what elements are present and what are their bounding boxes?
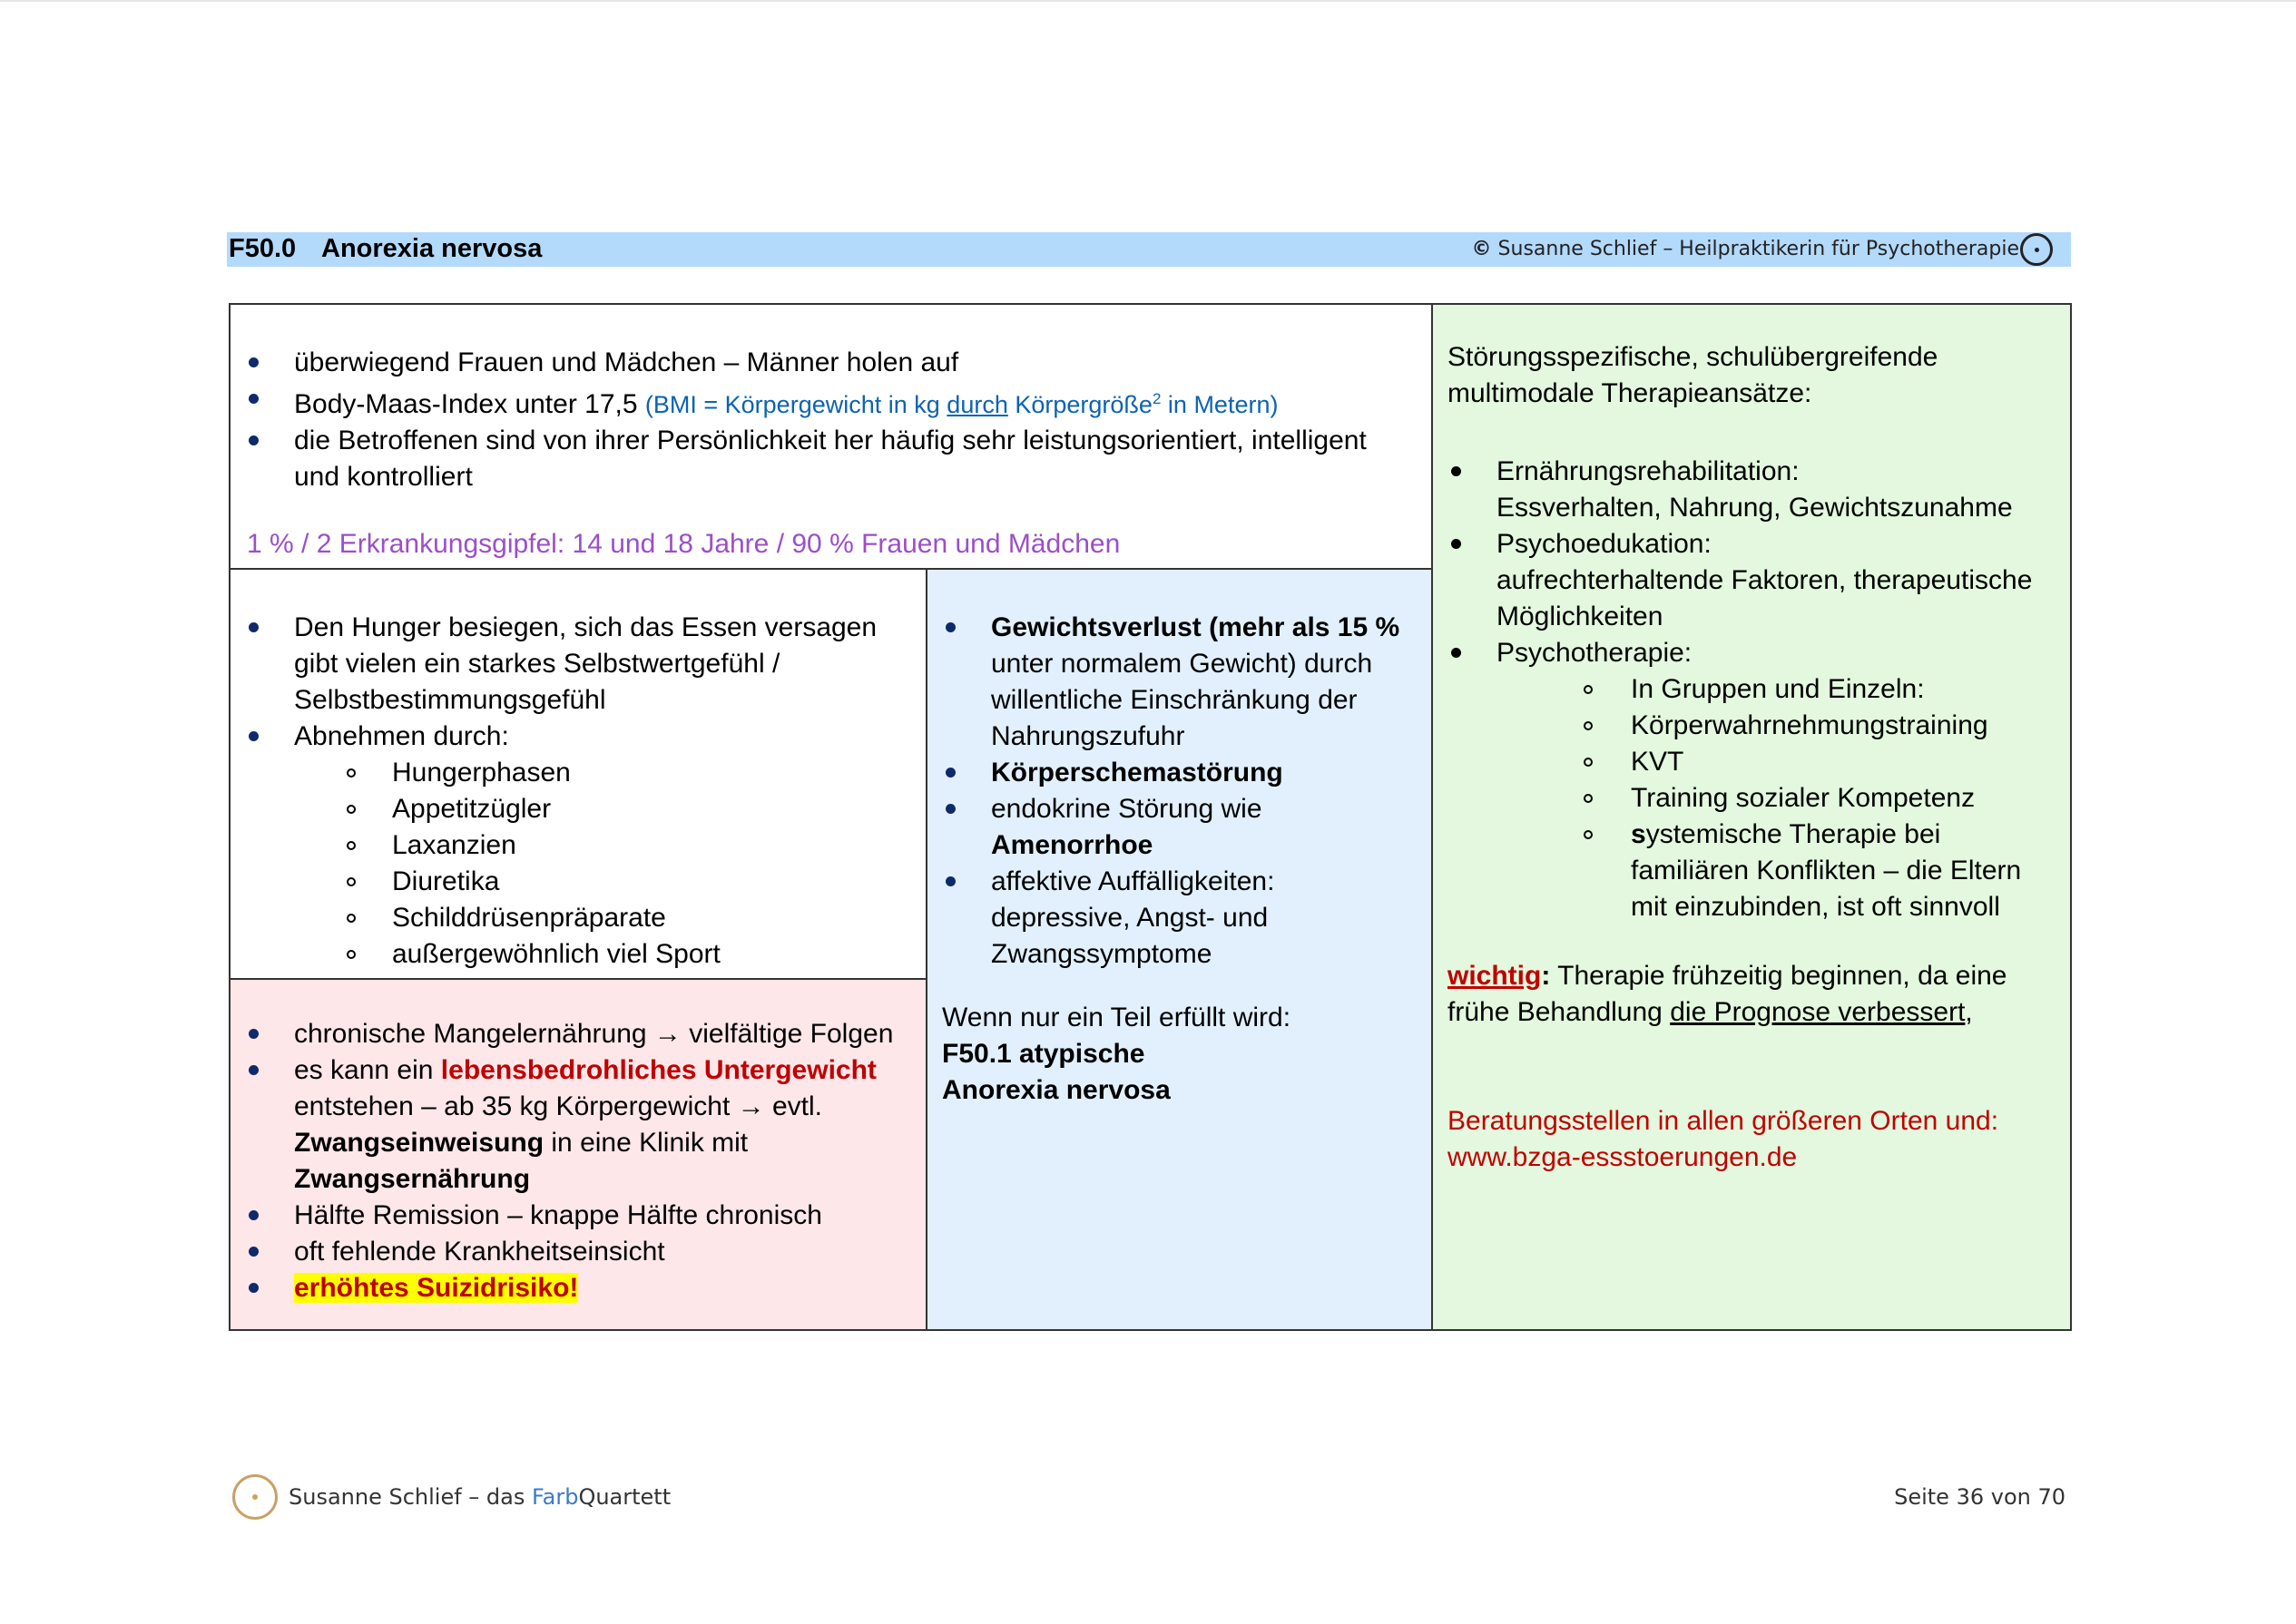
footer-logo-icon bbox=[232, 1474, 278, 1520]
list-item: Hälfte Remission – knappe Hälfte chronisch bbox=[231, 1198, 920, 1234]
atypical-note: Wenn nur ein Teil erfüllt wird: F50.1 atypische Anorexia nervosa bbox=[942, 1003, 1291, 1105]
motivation-cell bbox=[229, 568, 927, 980]
list-item: Körperschemastörung bbox=[927, 755, 1422, 791]
therapy-list bbox=[1433, 454, 2059, 671]
list-item: oft fehlende Krankheitseinsicht bbox=[231, 1234, 920, 1270]
list-item: es kann ein lebensbedrohliches Untergewicht entstehen – ab 35 kg Körpergewicht → evtl. Zwangseinweisung in eine Klinik mit Zwangsernährung bbox=[231, 1052, 920, 1198]
important-label: wichtig bbox=[1447, 961, 1542, 991]
list-item: In Gruppen und Einzeln: bbox=[1433, 671, 2041, 708]
therapy-cell bbox=[1431, 303, 2072, 1331]
header-bar bbox=[227, 232, 2071, 267]
bmi-formula: (BMI = Körpergewicht in kg durch Körpergröße$^2$ in Metern) bbox=[644, 390, 1279, 418]
counseling-info: Beratungsstellen in allen größeren Orten und: www.bzga-essstoerungen.de bbox=[1447, 1106, 1999, 1172]
header-copyright bbox=[1472, 238, 2019, 260]
overview-list bbox=[231, 345, 1410, 495]
weight-loss-methods bbox=[231, 755, 920, 973]
epidemiology-stat: 1 % / 2 Erkrankungsgipfel: 14 und 18 Jahre / 90 % Frauen und Mädchen bbox=[247, 529, 1121, 559]
header-title: Anorexia nervosa bbox=[321, 234, 543, 263]
important-note: wichtig: Therapie frühzeitig beginnen, da eine frühe Behandlung die Prognose verbessert, bbox=[1447, 961, 2007, 1027]
consequences-cell bbox=[229, 978, 927, 1331]
list-item: Schilddrüsenpräparate bbox=[231, 900, 920, 936]
list-item: Training sozialer Kompetenz bbox=[1433, 780, 2041, 817]
copyright-symbol: © bbox=[1471, 238, 1492, 260]
motivation-list bbox=[231, 610, 920, 755]
psychotherapy-forms bbox=[1433, 671, 2059, 925]
list-item: Körperwahrnehmungstraining bbox=[1433, 708, 2041, 744]
list-item: Body-Maas-Index unter 17,5 (BMI = Körpergewicht in kg durch Körpergröße$^2$ in Metern) bbox=[231, 381, 1410, 423]
list-item: endokrine Störung wie Amenorrhoe bbox=[927, 791, 1422, 864]
page-top-rule bbox=[0, 0, 2296, 2]
list-item: systemische Therapie bei familiären Konflikten – die Eltern mit einzubinden, ist oft sinnvoll bbox=[1433, 817, 2041, 925]
copyright-text: Susanne Schlief – Heilpraktikerin für Psychotherapie bbox=[1497, 238, 2019, 260]
page-number: Seite 36 von 70 bbox=[1894, 1484, 2065, 1510]
overview-cell bbox=[229, 303, 1433, 570]
list-item: die Betroffenen sind von ihrer Persönlichkeit her häufig sehr leistungsorientiert, intelligent und kontrolliert bbox=[231, 423, 1410, 495]
list-item: Diuretika bbox=[231, 864, 920, 900]
header-code: F50.0 bbox=[229, 234, 297, 263]
criteria-cell bbox=[926, 568, 1433, 1331]
list-item: Abnehmen durch: bbox=[231, 719, 920, 755]
list-item: affektive Auffälligkeiten: depressive, Angst- und Zwangssymptome bbox=[927, 864, 1422, 973]
list-item bbox=[231, 1270, 920, 1306]
list-item: KVT bbox=[1433, 744, 2041, 780]
list-item: Appetitzügler bbox=[231, 791, 920, 827]
list-item: Den Hunger besiegen, sich das Essen versagen gibt vielen ein starkes Selbstwertgefühl / Selbstbestimmungsgefühl bbox=[231, 610, 920, 719]
list-item: Laxanzien bbox=[231, 827, 920, 864]
list-item: Psychotherapie: bbox=[1433, 635, 2059, 671]
suicide-risk-highlight: erhöhtes Suizidrisiko! bbox=[294, 1273, 579, 1303]
list-item: außergewöhnlich viel Sport bbox=[231, 936, 920, 973]
consequences-list bbox=[231, 1016, 920, 1306]
list-item: Gewichtsverlust (mehr als 15 % unter normalem Gewicht) durch willentliche Einschränkung der Nahrungszufuhr bbox=[927, 610, 1422, 755]
list-item: Psychoedukation: aufrechterhaltende Faktoren, therapeutische Möglichkeiten bbox=[1433, 526, 2059, 635]
therapy-intro: Störungsspezifische, schulübergreifende multimodale Therapieansätze: bbox=[1447, 342, 1938, 408]
criteria-list bbox=[927, 610, 1422, 973]
footer-author: Susanne Schlief – das FarbQuartett bbox=[289, 1484, 672, 1510]
list-item: Hungerphasen bbox=[231, 755, 920, 791]
header-logo-icon bbox=[2020, 233, 2053, 266]
list-item: chronische Mangelernährung → vielfältige Folgen bbox=[231, 1016, 920, 1052]
list-item: Ernährungsrehabilitation: Essverhalten, Nahrung, Gewichtszunahme bbox=[1433, 454, 2059, 526]
list-item: überwiegend Frauen und Mädchen – Männer holen auf bbox=[231, 345, 1410, 381]
